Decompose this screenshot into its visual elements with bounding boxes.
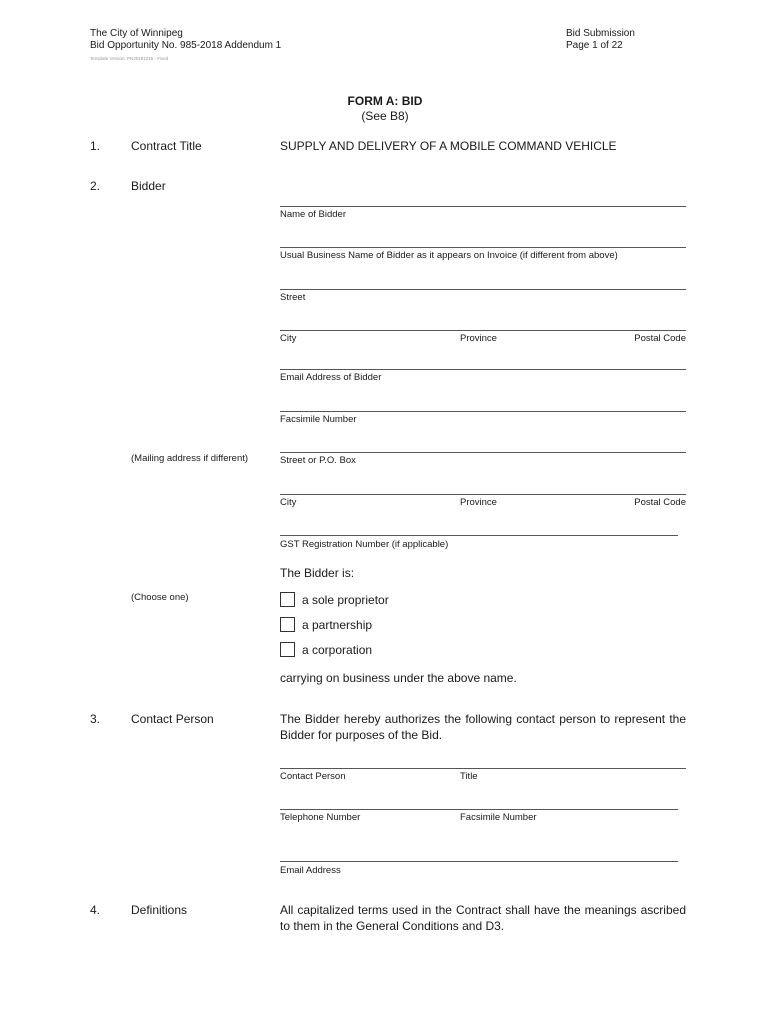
- definitions-text: All capitalized terms used in the Contract shall have the meanings ascribed to them in the General Conditions and D3.: [280, 903, 686, 933]
- street-caption: Street: [280, 292, 306, 303]
- name-of-bidder-line[interactable]: [280, 206, 686, 207]
- header-bid-opportunity: Bid Opportunity No. 985-2018 Addendum 1: [90, 40, 282, 51]
- sole-proprietor-checkbox[interactable]: [280, 592, 295, 607]
- city-caption: City: [280, 333, 297, 344]
- sole-proprietor-label: a sole proprietor: [302, 593, 389, 607]
- section-2-number: 2.: [90, 179, 101, 193]
- contract-title-value: SUPPLY AND DELIVERY OF A MOBILE COMMAND VEHICLE: [280, 139, 617, 153]
- section-1-number: 1.: [90, 139, 101, 153]
- street-po-line[interactable]: [280, 452, 686, 453]
- mailing-postal-caption: Postal Code: [634, 497, 686, 508]
- telephone-caption: Telephone Number: [280, 812, 361, 823]
- gst-line[interactable]: [280, 535, 678, 536]
- street-po-caption: Street or P.O. Box: [280, 455, 356, 466]
- section-1-label: Contract Title: [131, 139, 202, 153]
- section-2-label: Bidder: [131, 179, 166, 193]
- section-3-number: 3.: [90, 712, 101, 726]
- fax-line[interactable]: [280, 411, 686, 412]
- contact-person-caption: Contact Person: [280, 771, 346, 782]
- telephone-line[interactable]: [280, 809, 678, 810]
- section-4-number: 4.: [90, 903, 101, 917]
- contact-fax-caption: Facsimile Number: [460, 812, 537, 823]
- form-subtitle: (See B8): [361, 109, 409, 123]
- postal-code-caption: Postal Code: [634, 333, 686, 344]
- title-caption: Title: [460, 771, 478, 782]
- header-template-version: Template Version: PN20181015 - Fixed: [90, 56, 169, 61]
- usual-name-caption: Usual Business Name of Bidder as it appears on Invoice (if different from above): [280, 250, 618, 261]
- section-4-label: Definitions: [131, 903, 188, 917]
- header-city: The City of Winnipeg: [90, 28, 183, 39]
- header-page-number: Page 1 of 22: [566, 40, 623, 51]
- contact-email-line[interactable]: [280, 861, 678, 862]
- partnership-label: a partnership: [302, 618, 373, 632]
- gst-caption: GST Registration Number (if applicable): [280, 539, 449, 550]
- mailing-province-caption: Province: [460, 497, 497, 508]
- street-line[interactable]: [280, 289, 686, 290]
- corporation-label: a corporation: [302, 643, 373, 657]
- corporation-checkbox[interactable]: [280, 642, 295, 657]
- mailing-city-line[interactable]: [280, 494, 686, 495]
- section-3-label: Contact Person: [131, 712, 214, 726]
- choose-one-note: (Choose one): [131, 592, 189, 603]
- mailing-address-note: (Mailing address if different): [131, 453, 249, 464]
- partnership-checkbox[interactable]: [280, 617, 295, 632]
- city-province-postal-line[interactable]: [280, 330, 686, 331]
- contact-person-line[interactable]: [280, 768, 686, 769]
- email-caption: Email Address of Bidder: [280, 372, 382, 383]
- usual-name-line[interactable]: [280, 247, 686, 248]
- bidder-is-label: The Bidder is:: [280, 566, 355, 580]
- name-of-bidder-caption: Name of Bidder: [280, 209, 347, 220]
- email-line[interactable]: [280, 369, 686, 370]
- contact-email-caption: Email Address: [280, 865, 341, 876]
- fax-caption: Facsimile Number: [280, 414, 357, 425]
- province-caption: Province: [460, 333, 497, 344]
- contact-person-text: The Bidder hereby authorizes the following contact person to represent the Bidder for purposes of the Bid.: [280, 712, 686, 742]
- form-title: FORM A: BID: [347, 94, 423, 108]
- carrying-on-text: carrying on business under the above name.: [280, 671, 517, 685]
- mailing-city-caption: City: [280, 497, 297, 508]
- header-bid-submission: Bid Submission: [566, 28, 635, 39]
